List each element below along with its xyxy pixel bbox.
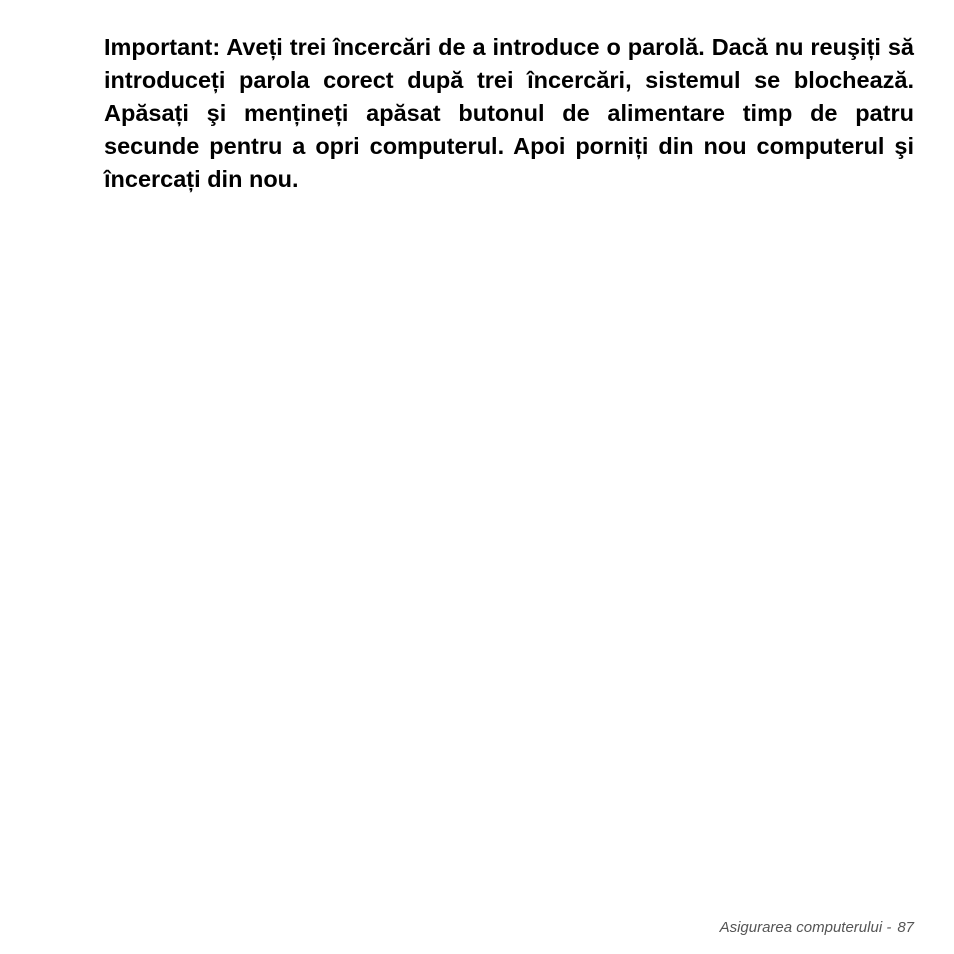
page-number: 87: [897, 919, 914, 936]
page-footer: [720, 918, 914, 938]
important-note: Important: Aveți trei încercări de a introduce o parolă. Dacă nu reuşiți să introduceți parola corect după trei încercări, sistemul se blochează. Apăsați şi mențineți apăsat butonul de alimentare timp de patru secunde pentru a opri computerul. Apoi porniți din nou computerul şi încercați din nou.: [104, 34, 914, 192]
footer-section-title: Asigurarea computerului -: [719, 919, 892, 936]
